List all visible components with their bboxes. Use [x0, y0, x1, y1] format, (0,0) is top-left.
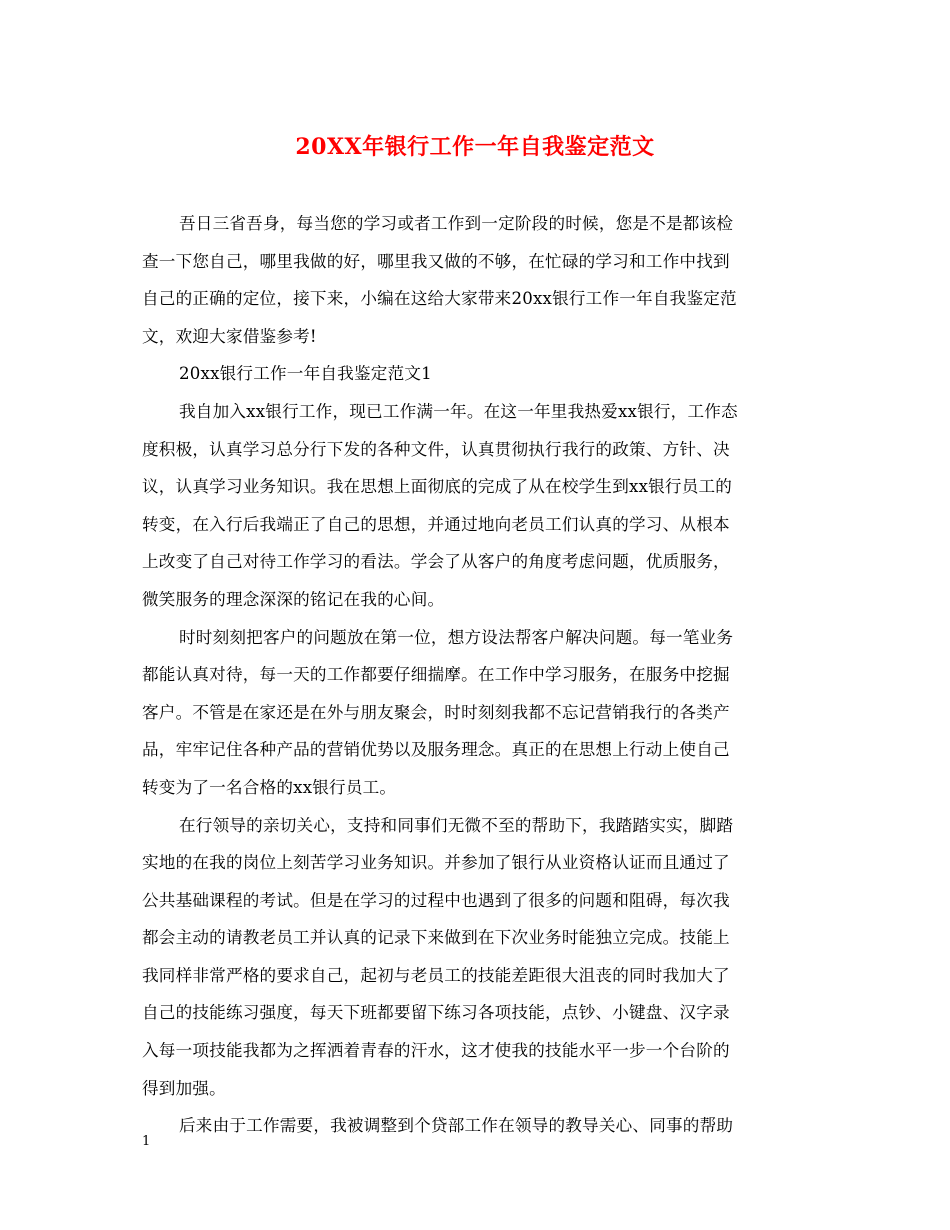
text-line: 公共基础课程的考试。但是在学习的过程中也遇到了很多的问题和阻碍，每次我 [142, 890, 730, 910]
text-line: 微笑服务的理念深深的铭记在我的心间。 [142, 589, 445, 609]
text-line: 都会主动的请教老员工并认真的记录下来做到在下次业务时能独立完成。技能上 [142, 928, 730, 948]
text-line: 后来由于工作需要，我被调整到个贷部工作在领导的教导关心、同事的帮助 [179, 1116, 734, 1136]
document-title: 20XX年银行工作一年自我鉴定范文 [295, 134, 655, 160]
page-number: 1 [142, 1134, 151, 1149]
text-line: 实地的在我的岗位上刻苦学习业务知识。并参加了银行从业资格认证而且通过了 [142, 853, 730, 873]
text-line: 查一下您自己，哪里我做的好，哪里我又做的不够，在忙碌的学习和工作中找到 [142, 251, 730, 271]
text-line: 文，欢迎大家借鉴参考! [142, 326, 317, 346]
text-line: 上改变了自己对待工作学习的看法。学会了从客户的角度考虑问题，优质服务， [142, 552, 730, 572]
text-line: 吾日三省吾身，每当您的学习或者工作到一定阶段的时候，您是不是都该检 [179, 214, 734, 233]
text-line: 自己的正确的定位，接下来，小编在这给大家带来20xx银行工作一年自我鉴定范 [142, 289, 737, 309]
text-line: 度积极，认真学习总分行下发的各种文件，认真贯彻执行我行的政策、方针、决 [142, 439, 730, 459]
text-line: 时时刻刻把客户的问题放在第一位，想方设法帮客户解决问题。每一笔业务 [179, 627, 734, 647]
text-line: 20xx银行工作一年自我鉴定范文1 [179, 364, 432, 384]
text-line: 在行领导的亲切关心，支持和同事们无微不至的帮助下，我踏踏实实，脚踏 [179, 815, 734, 835]
text-line: 客户。不管是在家还是在外与朋友聚会，时时刻刻我都不忘记营销我行的各类产 [142, 702, 730, 722]
text-line: 我同样非常严格的要求自己，起初与老员工的技能差距很大沮丧的同时我加大了 [142, 965, 730, 985]
document-body [142, 205, 812, 1145]
text-line: 自己的技能练习强度，每天下班都要留下练习各项技能，点钞、小键盘、汉字录 [142, 1003, 730, 1023]
text-line: 品，牢牢记住各种产品的营销优势以及服务理念。真正的在思想上行动上使自己 [142, 740, 730, 760]
text-line: 都能认真对待，每一天的工作都要仔细揣摩。在工作中学习服务，在服务中挖掘 [142, 665, 730, 685]
text-line: 转变为了一名合格的xx银行员工。 [142, 777, 397, 797]
text-line: 入每一项技能我都为之挥洒着青春的汗水，这才使我的技能水平一步一个台阶的 [142, 1041, 730, 1061]
text-line: 转变，在入行后我端正了自己的思想，并通过地向老员工们认真的学习、从根本 [142, 514, 730, 534]
text-line: 议，认真学习业务知识。我在思想上面彻底的完成了从在校学生到xx银行员工的 [142, 477, 733, 497]
text-line: 我自加入xx银行工作，现已工作满一年。在这一年里我热爱xx银行，工作态 [179, 401, 738, 421]
text-line: 得到加强。 [142, 1078, 226, 1098]
